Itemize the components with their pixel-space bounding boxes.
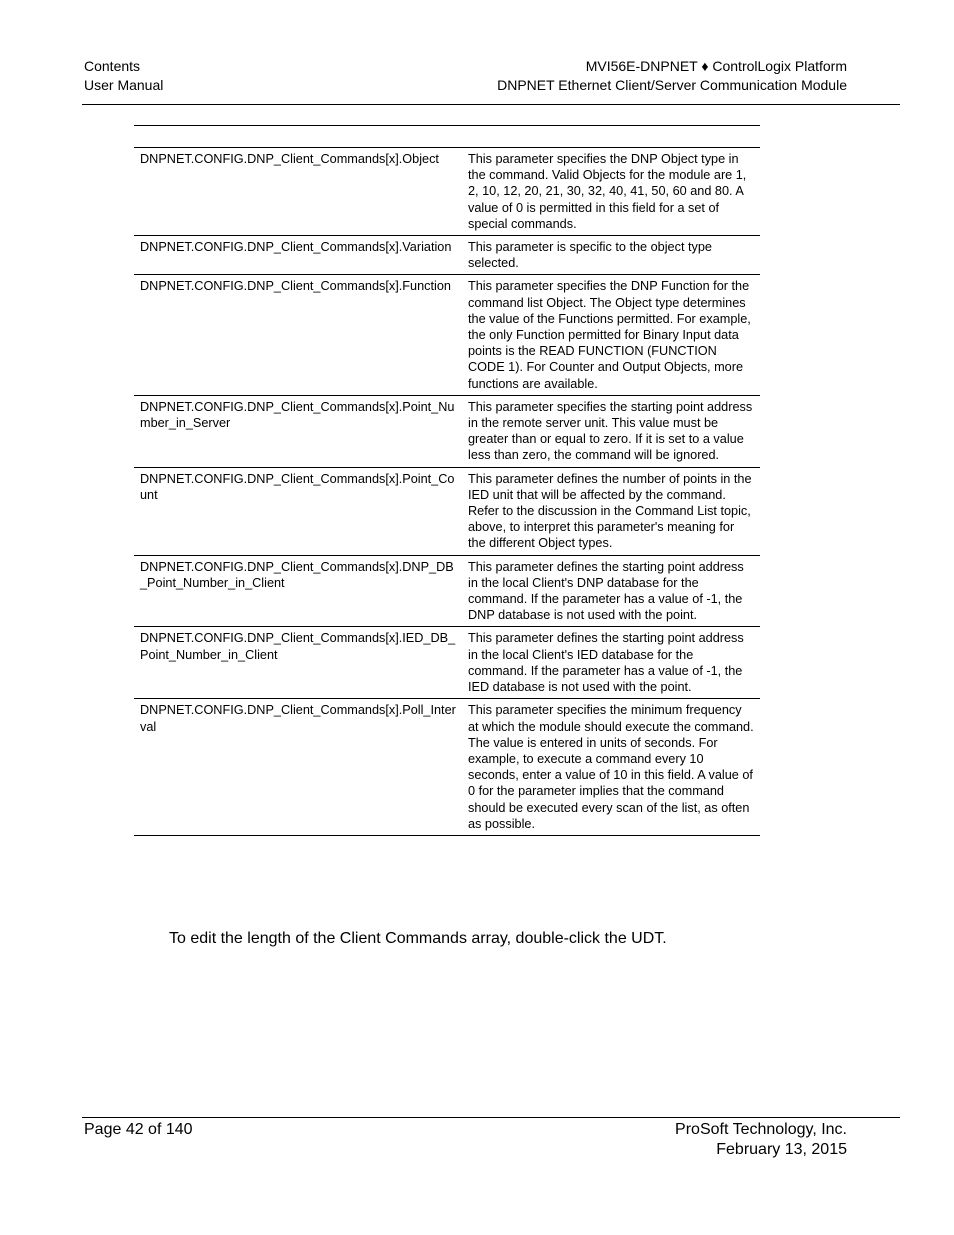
parameter-description: This parameter defines the starting point address in the local Client's DNP database for the command. If the parameter has a value of -1, the DNP database is not used with the point. [462,555,760,627]
parameter-name: DNPNET.CONFIG.DNP_Client_Commands[x].Object [134,148,462,236]
running-header-right [497,57,847,95]
table-row [134,699,760,836]
table-row [134,627,760,699]
table-header-row [134,126,760,148]
parameter-description: This parameter is specific to the object type selected. [462,236,760,275]
parameter-name: DNPNET.CONFIG.DNP_Client_Commands[x].Function [134,275,462,395]
table-row [134,148,760,236]
parameter-description: This parameter specifies the DNP Object type in the command. Valid Objects for the module are 1, 2, 10, 12, 20, 21, 30, 32, 40, 41, 50, 60 and 80. A value of 0 is permitted in this field for a set of special commands. [462,148,760,236]
product-name: MVI56E-DNPNET ♦ ControlLogix Platform [585,58,847,74]
parameter-description: This parameter specifies the minimum frequency at which the module should execute the command. The value is entered in units of seconds. For example, to execute a command every 10 seconds, enter a value of 10 in this field. A value of 0 for the parameter implies that the command should be executed every scan of the list, as often as possible. [462,699,760,836]
header-divider [82,104,900,105]
publication-date: February 13, 2015 [716,1141,847,1158]
page-number: Page 42 of 140 [84,1121,193,1138]
parameter-name: DNPNET.CONFIG.DNP_Client_Commands[x].DNP_DB_Point_Number_in_Client [134,555,462,627]
running-footer-right [675,1120,847,1160]
parameter-table [134,125,760,836]
table-row [134,467,760,555]
table-header-description [462,126,760,148]
table-row [134,395,760,467]
parameter-name: DNPNET.CONFIG.DNP_Client_Commands[x].Point_Count [134,467,462,555]
parameter-name: DNPNET.CONFIG.DNP_Client_Commands[x].Variation [134,236,462,275]
table-row [134,236,760,275]
parameter-name: DNPNET.CONFIG.DNP_Client_Commands[x].Point_Number_in_Server [134,395,462,467]
running-header-left [84,57,163,95]
parameter-description: This parameter defines the starting point address in the local Client's IED database for the command. If the parameter has a value of -1, the IED database is not used with the point. [462,627,760,699]
table-row [134,275,760,395]
parameter-name: DNPNET.CONFIG.DNP_Client_Commands[x].IED_DB_Point_Number_in_Client [134,627,462,699]
company-name: ProSoft Technology, Inc. [675,1121,847,1138]
parameter-description: This parameter specifies the DNP Function for the command list Object. The Object type determines the value of the Functions permitted. For example, the only Function permitted for Binary Input data points is the READ FUNCTION (FUNCTION CODE 1). For Counter and Output Objects, more functions are available. [462,275,760,395]
parameter-description: This parameter specifies the starting point address in the remote server unit. This value must be greater than or equal to zero. If it is set to a value less than zero, the command will be ignored. [462,395,760,467]
section-name: Contents [84,58,141,74]
table-row [134,555,760,627]
parameter-description: This parameter defines the number of points in the IED unit that will be affected by the command. Refer to the discussion in the Command List topic, above, to interpret this parameter's meaning for the different Object types. [462,467,760,555]
document-type: User Manual [84,77,164,93]
table-header-parameter [134,126,462,148]
footer-divider [82,1117,900,1118]
product-description: DNPNET Ethernet Client/Server Communication Module [497,77,847,93]
body-note: To edit the length of the Client Commands array, double-click the UDT. [169,930,667,947]
parameter-name: DNPNET.CONFIG.DNP_Client_Commands[x].Poll_Interval [134,699,462,836]
